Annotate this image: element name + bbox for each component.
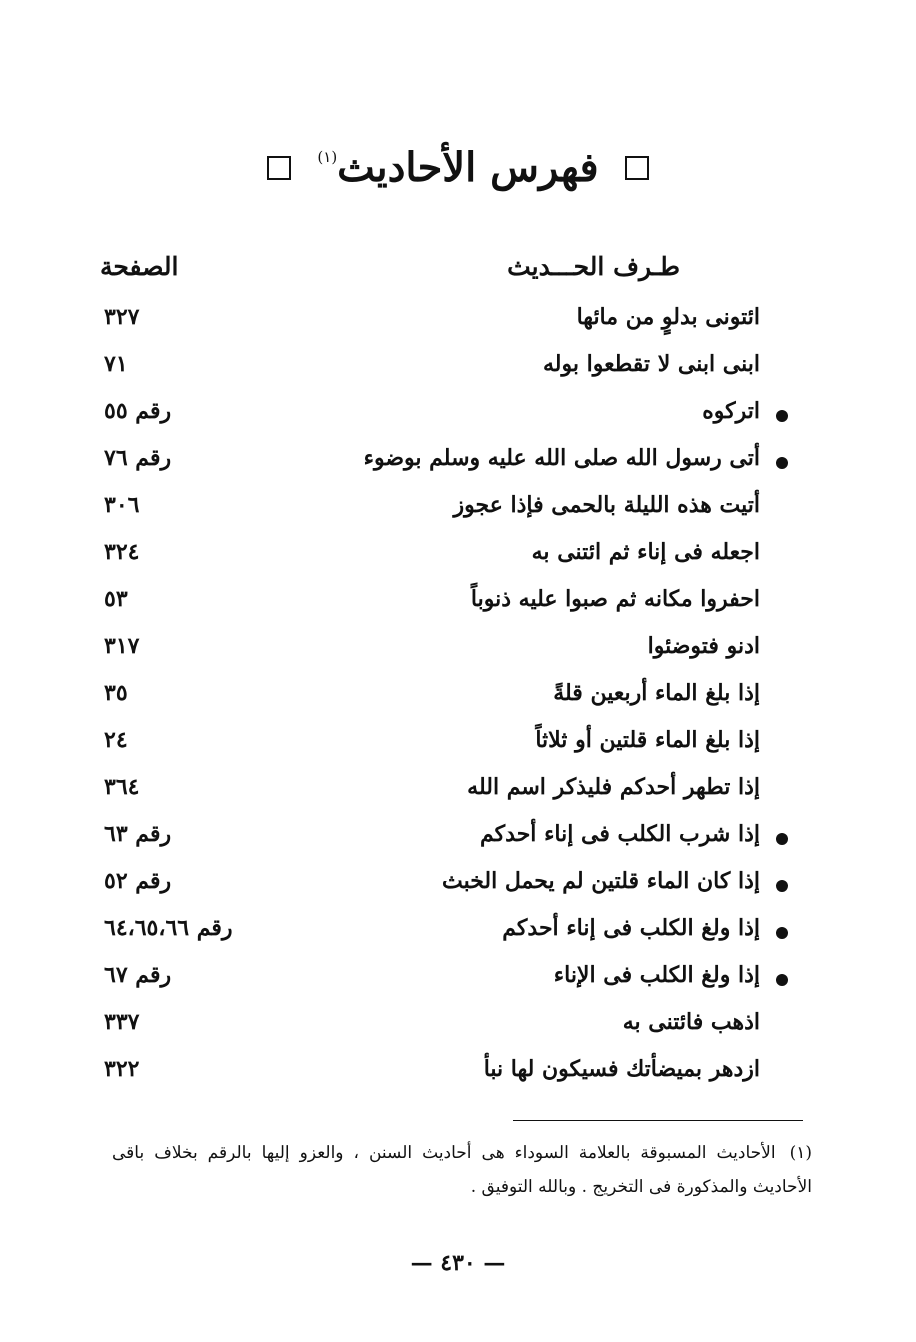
page-reference: ٣٣٧ <box>104 1009 140 1035</box>
list-item <box>0 815 916 862</box>
page-reference: رقم ٥٢ <box>104 868 172 894</box>
hadith-index-list <box>0 298 916 1097</box>
list-item <box>0 862 916 909</box>
page-title <box>0 144 916 191</box>
title-footnote-ref: (١) <box>317 148 338 166</box>
hadith-text: ائتونى بدلوٍ من مائها <box>576 304 760 330</box>
footnote <box>112 1136 812 1204</box>
hadith-text: إذا تطهر أحدكم فليذكر اسم الله <box>467 774 760 800</box>
list-item <box>0 533 916 580</box>
page-reference: ٣٠٦ <box>104 492 140 518</box>
list-item <box>0 956 916 1003</box>
title-text <box>317 144 599 191</box>
hadith-text: إذا ولغ الكلب فى الإناء <box>553 962 760 988</box>
page-reference: رقم ٦٣ <box>104 821 172 847</box>
bullet-icon <box>776 927 788 939</box>
page-reference: ٣٢٤ <box>104 539 140 565</box>
list-item <box>0 486 916 533</box>
hadith-text: ادنو فتوضئوا <box>647 633 760 659</box>
page-reference: ٣٢٢ <box>104 1056 140 1082</box>
list-item <box>0 909 916 956</box>
list-item <box>0 674 916 721</box>
page-reference: ٢٤ <box>104 727 128 753</box>
hadith-text: أتيت هذه الليلة بالحمى فإذا عجوز <box>453 492 760 518</box>
bullet-icon <box>776 974 788 986</box>
hadith-text: إذا شرب الكلب فى إناء أحدكم <box>480 821 760 847</box>
title-square-left-icon <box>267 156 291 180</box>
page-reference: ٣٥ <box>104 680 128 706</box>
hadith-text: أتى رسول الله صلى الله عليه وسلم بوضوء <box>363 445 760 471</box>
column-header-page: الصفحة <box>100 252 179 281</box>
list-item <box>0 298 916 345</box>
list-item <box>0 439 916 486</box>
hadith-text: احفروا مكانه ثم صبوا عليه ذنوباً <box>470 586 760 612</box>
hadith-text: ازدهر بميضأتك فسيكون لها نبأ <box>483 1056 760 1082</box>
hadith-text: إذا بلغ الماء أربعين قلةً <box>553 680 760 706</box>
hadith-text: اجعله فى إناء ثم ائتنى به <box>531 539 760 565</box>
page-reference: رقم ٦٤،٦٥،٦٦ <box>104 915 233 941</box>
hadith-text: اتركوه <box>702 398 760 424</box>
hadith-text: إذا بلغ الماء قلتين أو ثلاثاً <box>535 727 760 753</box>
bullet-icon <box>776 833 788 845</box>
page-reference: رقم ٥٥ <box>104 398 172 424</box>
list-item <box>0 345 916 392</box>
hadith-text: اذهب فائتنى به <box>622 1009 760 1035</box>
page-reference: ٣١٧ <box>104 633 140 659</box>
list-item <box>0 1003 916 1050</box>
title-square-right-icon <box>625 156 649 180</box>
bullet-icon <box>776 410 788 422</box>
footnote-mark: (١) <box>789 1143 812 1163</box>
hadith-text: إذا كان الماء قلتين لم يحمل الخبث <box>441 868 760 894</box>
list-item <box>0 580 916 627</box>
list-item <box>0 721 916 768</box>
list-item <box>0 768 916 815</box>
page-number: — ٤٣٠ — <box>410 1250 506 1276</box>
page-reference: ٥٣ <box>104 586 128 612</box>
bullet-icon <box>776 880 788 892</box>
hadith-text: إذا ولغ الكلب فى إناء أحدكم <box>502 915 760 941</box>
column-header-hadith: طـرف الحـــديث <box>507 252 680 281</box>
footnote-text: الأحاديث المسبوقة بالعلامة السوداء هى أحاديث السنن ، والعزو إليها بالرقم بخلاف باقى الأحاديث والمذكورة فى التخريج . وبالله التوفيق . <box>112 1143 812 1197</box>
list-item <box>0 1050 916 1097</box>
hadith-text: ابنى ابنى لا تقطعوا بوله <box>543 351 760 377</box>
title-label: فهرس الأحاديث <box>337 144 599 191</box>
list-item <box>0 627 916 674</box>
page-reference: رقم ٧٦ <box>104 445 172 471</box>
page-reference: ٧١ <box>104 351 128 377</box>
list-item <box>0 392 916 439</box>
bullet-icon <box>776 457 788 469</box>
page-reference: رقم ٦٧ <box>104 962 172 988</box>
footnote-divider <box>513 1120 803 1121</box>
page-reference: ٣٦٤ <box>104 774 140 800</box>
page-reference: ٣٢٧ <box>104 304 140 330</box>
